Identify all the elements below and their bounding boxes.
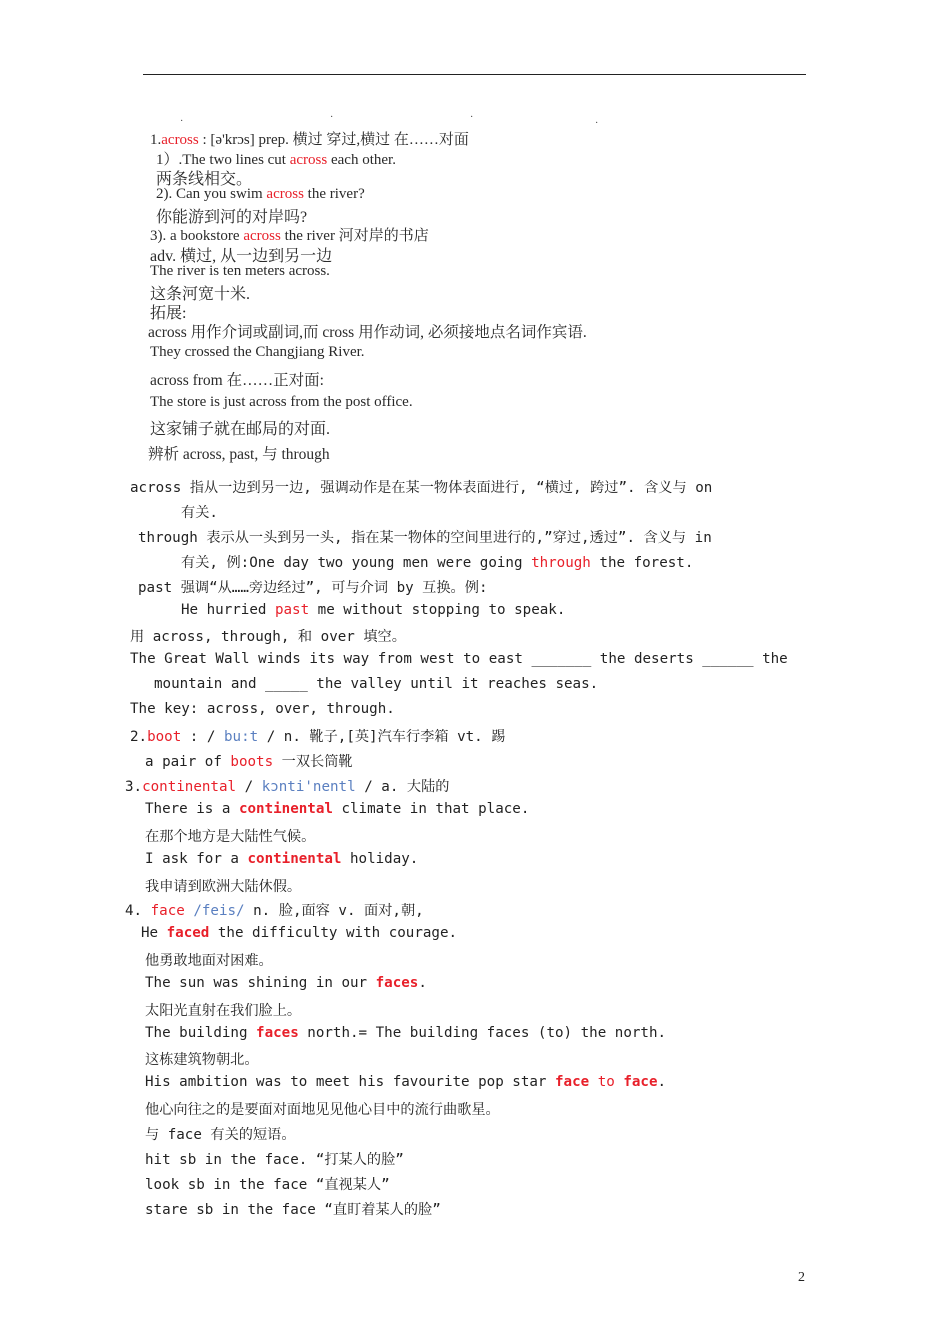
- exercise-instruction: 用 across, through, 和 over 填空。: [130, 629, 406, 645]
- page-number: 2: [798, 1270, 805, 1285]
- dot-mark: ·: [330, 112, 334, 123]
- adverb-line: adv. 横过, 从一边到另一边: [150, 248, 333, 265]
- embedded-vocab-image: [140, 112, 660, 463]
- translation-line: 这栋建筑物朝北。: [145, 1052, 259, 1068]
- header-rule: [143, 74, 806, 75]
- exercise-sentence: The Great Wall winds its way from west to east _______ the deserts ______ the: [130, 651, 788, 667]
- example-line: 3). a bookstore across the river 河对岸的书店: [150, 228, 429, 244]
- translation-line: 这条河宽十米.: [150, 286, 251, 303]
- translation-line: 他勇敢地面对困难。: [145, 953, 273, 969]
- comparison-heading: 辨析 across, past, 与 through: [148, 446, 330, 463]
- example-line: They crossed the Changjiang River.: [150, 344, 365, 360]
- dot-mark: ·: [595, 118, 599, 129]
- entry-across-heading: 1.across : [ə'krɔs] prep. 横过 穿过,横过 在……对面: [150, 132, 469, 148]
- body-line: past 强调“从……旁边经过”, 可与介词 by 互换。例:: [138, 580, 488, 596]
- entry-face-heading: 4. face /feis/ n. 脸,面容 v. 面对,朝,: [125, 903, 424, 919]
- phrase-line: look sb in the face “直视某人”: [145, 1177, 390, 1193]
- body-line: 有关, 例:One day two young men were going through the forest.: [181, 555, 694, 571]
- translation-line: 在那个地方是大陆性气候。: [145, 829, 316, 845]
- phrase-line: across from 在……正对面:: [150, 372, 324, 389]
- example-line: The store is just across from the post office.: [150, 394, 413, 410]
- body-line: He faced the difficulty with courage.: [141, 925, 458, 941]
- phrase-line: hit sb in the face. “打某人的脸”: [145, 1152, 404, 1168]
- phrases-heading: 与 face 有关的短语。: [145, 1127, 296, 1143]
- example-line: 1）.The two lines cut across each other.: [156, 152, 396, 168]
- body-line: The building faces north.= The building faces (to) the north.: [145, 1025, 667, 1041]
- body-line: He hurried past me without stopping to speak.: [181, 602, 566, 618]
- dot-mark: ·: [180, 116, 184, 127]
- body-line: There is a continental climate in that place.: [145, 801, 530, 817]
- example-line: The river is ten meters across.: [150, 263, 330, 279]
- body-line: through 表示从一头到另一头, 指在某一物体的空间里进行的,”穿过,透过”. 含义与 in: [138, 530, 712, 546]
- extension-heading: 拓展:: [150, 305, 187, 322]
- body-line: 有关.: [181, 505, 218, 521]
- body-line: across 指从一边到另一边, 强调动作是在某一物体表面进行, “横过, 跨过”. 含义与 on: [130, 480, 713, 496]
- body-line: The sun was shining in our faces.: [145, 975, 427, 991]
- entry-boot-heading: 2.boot : / bu:t / n. 靴子,[英]汽车行李箱 vt. 踢: [130, 729, 506, 745]
- translation-line: 他心向往之的是要面对面地见见他心目中的流行曲歌星。: [145, 1102, 500, 1118]
- translation-line: 两条线相交。: [156, 171, 253, 188]
- translation-line: 太阳光直射在我们脸上。: [145, 1003, 302, 1019]
- example-line: 2). Can you swim across the river?: [156, 186, 365, 202]
- body-line: a pair of boots 一双长筒靴: [145, 754, 353, 770]
- translation-line: 你能游到河的对岸吗?: [156, 209, 308, 226]
- translation-line: 我申请到欧洲大陆休假。: [145, 879, 302, 895]
- answer-key: The key: across, over, through.: [130, 701, 395, 717]
- translation-line: 这家铺子就在邮局的对面.: [150, 421, 331, 438]
- body-line: I ask for a continental holiday.: [145, 851, 419, 867]
- phrase-line: stare sb in the face “直盯着某人的脸”: [145, 1202, 441, 1218]
- dot-mark: ·: [470, 112, 474, 123]
- usage-note: across 用作介词或副词,而 cross 用作动词, 必须接地点名词作宾语.: [148, 324, 587, 341]
- entry-continental-heading: 3.continental / kɔnti'nentl / a. 大陆的: [125, 779, 450, 795]
- body-line: His ambition was to meet his favourite pop star face to face.: [145, 1074, 667, 1090]
- exercise-sentence: mountain and _____ the valley until it reaches seas.: [154, 676, 599, 692]
